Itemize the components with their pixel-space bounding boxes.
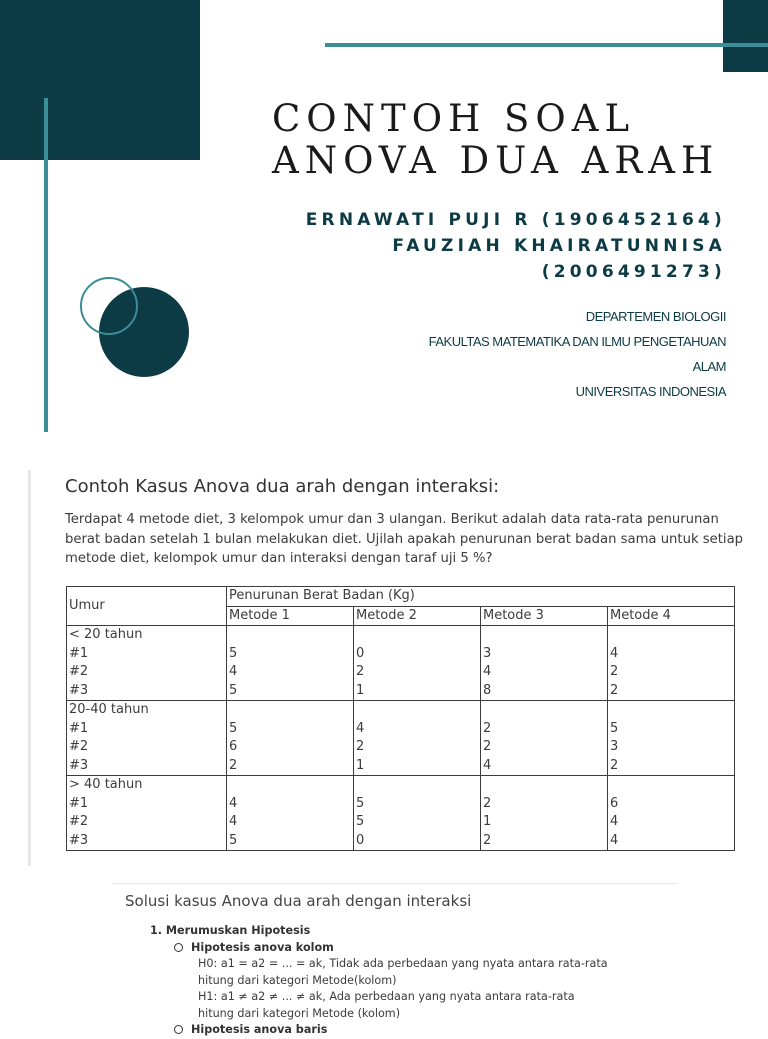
circle-bullet-icon — [174, 1025, 183, 1034]
table-row — [67, 701, 735, 776]
weight-loss-table — [66, 586, 735, 851]
department-block — [429, 304, 726, 404]
header-group: Penurunan Berat Badan (Kg) — [227, 587, 735, 607]
decorative-top-line — [325, 43, 768, 47]
value-cell — [608, 701, 735, 776]
value: 3 — [483, 645, 492, 661]
header-metode-4: Metode 4 — [608, 606, 735, 626]
value: 2 — [229, 757, 238, 773]
department-line-1: DEPARTEMEN BIOLOGII — [585, 309, 726, 324]
decorative-corner-block — [723, 0, 768, 72]
rep-label: #2 — [69, 739, 89, 754]
department-line-3: ALAM — [692, 359, 726, 374]
decorative-left-line — [44, 98, 48, 432]
example-case-slide — [28, 470, 768, 866]
sub-heading-column-label: Hipotesis anova kolom — [191, 940, 334, 954]
age-group-label: > 40 tahun — [69, 777, 143, 792]
solution-title: Solusi kasus Anova dua arah dengan interaksi — [125, 892, 472, 910]
value: 0 — [356, 645, 365, 661]
rep-label: #1 — [69, 720, 89, 736]
step-1-heading: 1. Merumuskan Hipotesis — [150, 924, 311, 937]
value: 5 — [229, 645, 238, 661]
author-line-1: ERNAWATI PUJI R (1906452164) — [305, 210, 726, 230]
value-cell — [227, 701, 354, 776]
value-cell — [227, 626, 354, 701]
rep-label: #2 — [69, 814, 89, 829]
case-description: Terdapat 4 metode diet, 3 kelompok umur dan 3 ulangan. Berikut adalah data rata-rata penurunan berat badan setelah 1 bulan melakukan diet. Ujilah apakah penurunan berat badan sama untuk setiap metode diet, kelompok umur dan interaksi dengan taraf uji 5 %? — [65, 512, 744, 566]
value-cell — [481, 776, 608, 851]
table-row — [67, 626, 735, 701]
decorative-ring-circle — [80, 277, 138, 335]
value-cell — [481, 626, 608, 701]
value-cell — [354, 626, 481, 701]
value-cell — [481, 701, 608, 776]
rep-label: #3 — [69, 757, 89, 773]
table-header-row — [67, 587, 735, 607]
value: 6 — [610, 795, 619, 811]
solution-body — [150, 923, 608, 1039]
rep-label: #3 — [69, 682, 89, 698]
case-title: Contoh Kasus Anova dua arah dengan interaksi: — [65, 476, 500, 497]
value: 4 — [610, 832, 619, 848]
title-slide — [0, 0, 768, 440]
h0-line-1: H0: a1 = a2 = ... = ak, Tidak ada perbedaan yang nyata antara rata-rata — [198, 957, 608, 970]
value: 4 — [229, 814, 238, 829]
value-cell — [354, 776, 481, 851]
department-line-2: FAKULTAS MATEMATIKA DAN ILMU PENGETAHUAN — [428, 334, 726, 349]
age-group-cell — [67, 701, 227, 776]
sub-heading-row-label: Hipotesis anova baris — [191, 1023, 328, 1036]
value: 1 — [483, 814, 492, 829]
solution-slide — [112, 883, 677, 1036]
sub-heading-column — [150, 940, 608, 957]
value-cell — [608, 626, 735, 701]
value: 2 — [356, 664, 365, 679]
value: 5 — [229, 720, 238, 736]
value: 2 — [483, 832, 492, 848]
rep-label: #1 — [69, 795, 89, 811]
author-line-3: (2006491273) — [541, 262, 726, 282]
rep-label: #3 — [69, 832, 89, 848]
author-block — [306, 207, 726, 285]
value-cell — [227, 776, 354, 851]
value: 4 — [229, 795, 238, 811]
h1-line-1: H1: a1 ≠ a2 ≠ ... ≠ ak, Ada perbedaan yang nyata antara rata-rata — [198, 990, 575, 1003]
value: 3 — [610, 739, 619, 754]
value: 2 — [610, 664, 619, 679]
value: 5 — [610, 720, 619, 736]
sub-heading-row — [150, 1022, 608, 1039]
title-line-1: CONTOH SOAL — [272, 97, 636, 140]
slide-title — [272, 98, 742, 182]
value: 2 — [483, 739, 492, 754]
value: 2 — [610, 757, 619, 773]
age-group-cell — [67, 626, 227, 701]
age-group-label: < 20 tahun — [69, 627, 143, 642]
value: 2 — [483, 720, 492, 736]
value: 6 — [229, 739, 238, 754]
rep-label: #1 — [69, 645, 89, 661]
value: 1 — [356, 682, 365, 698]
value: 1 — [356, 757, 365, 773]
circle-bullet-icon — [174, 943, 183, 952]
value-cell — [608, 776, 735, 851]
value: 4 — [356, 720, 365, 736]
value: 8 — [483, 682, 492, 698]
header-metode-2: Metode 2 — [354, 606, 481, 626]
value: 4 — [483, 664, 492, 679]
table-row — [67, 776, 735, 851]
value: 5 — [356, 814, 365, 829]
value: 5 — [229, 832, 238, 848]
h1-line-2: hitung dari kategori Metode (kolom) — [198, 1006, 401, 1020]
value: 5 — [229, 682, 238, 698]
value: 4 — [610, 814, 619, 829]
value: 4 — [610, 645, 619, 661]
value: 2 — [356, 739, 365, 754]
value: 5 — [356, 795, 365, 811]
h0-line-2: hitung dari kategori Metode(kolom) — [198, 973, 397, 987]
header-umur: Umur — [67, 587, 227, 626]
department-line-4: UNIVERSITAS INDONESIA — [575, 384, 726, 399]
title-line-2: ANOVA DUA ARAH — [272, 139, 720, 182]
age-group-label: 20-40 tahun — [69, 702, 149, 717]
value: 4 — [229, 664, 238, 679]
value: 0 — [356, 832, 365, 848]
author-line-2: FAUZIAH KHAIRATUNNISA — [392, 236, 726, 256]
age-group-cell — [67, 776, 227, 851]
value-cell — [354, 701, 481, 776]
header-metode-3: Metode 3 — [481, 606, 608, 626]
value: 2 — [610, 682, 619, 698]
decorative-dark-block — [0, 0, 200, 160]
value: 4 — [483, 757, 492, 773]
value: 2 — [483, 795, 492, 811]
rep-label: #2 — [69, 664, 89, 679]
header-metode-1: Metode 1 — [227, 606, 354, 626]
